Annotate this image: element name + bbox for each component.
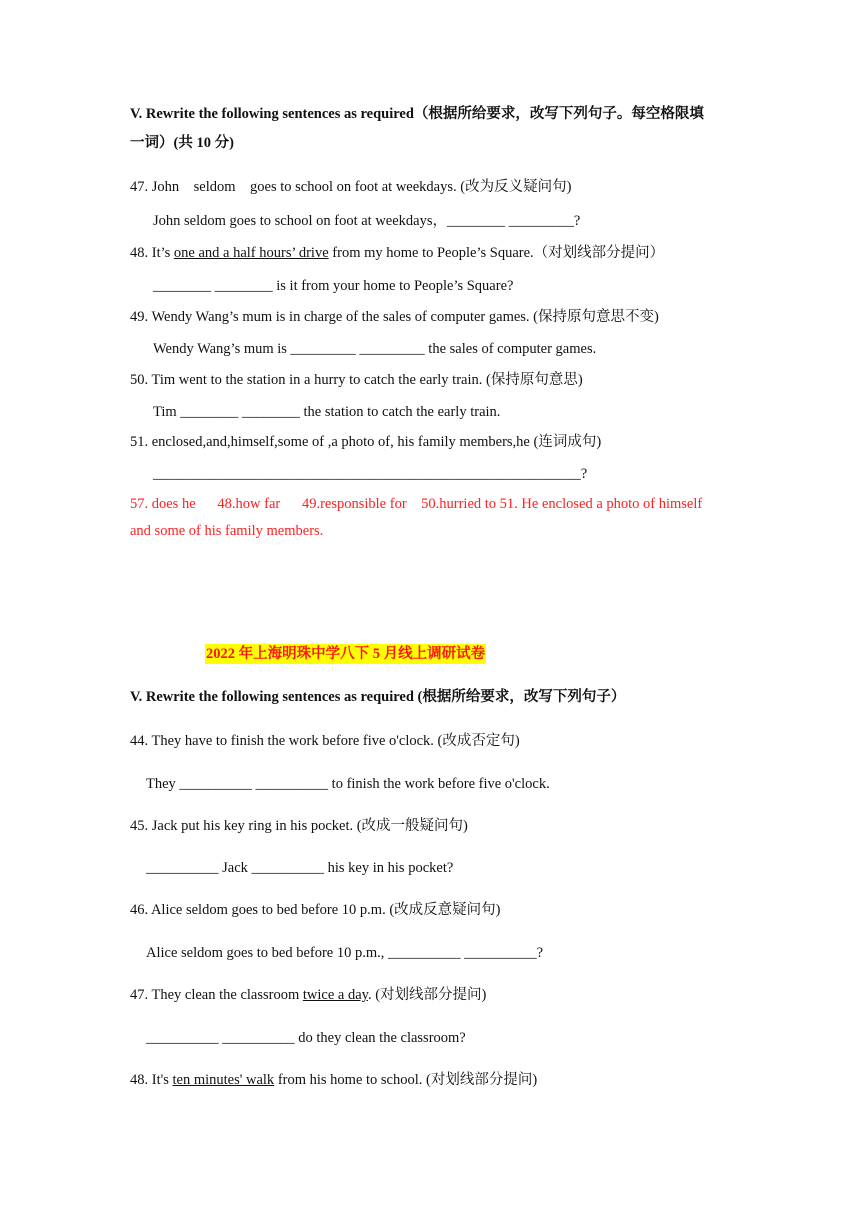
question-47b-prefix: 47. They clean the classroom [130,987,303,1003]
question-51-answer-line: ___________________________________________________________? [153,466,588,482]
question-48-suffix: from my home to People’s Square.（对划线部分提问） [328,245,665,261]
question-47b-underlined: twice a day [302,987,368,1003]
answers-line-1: 57. does he 48.how far 49.responsible for 50.hurried to 51. He enclosed a photo of himself [130,496,703,512]
question-51-prompt: 51. enclosed,and,himself,some of ,a photo of, his family members,he (连词成句) [130,434,602,450]
question-45-answer-line: __________ Jack __________ his key in his pocket? [146,860,454,876]
question-48b-suffix: from his home to school. (对划线部分提问) [274,1072,538,1088]
question-47-prompt: 47. John seldom goes to school on foot at weekdays. (改为反义疑问句) [130,179,572,195]
question-48-answer-line: ________ ________ is it from your home to People’s Square? [153,278,514,294]
question-48-underlined: one and a half hours’ drive [173,245,329,261]
question-47b-suffix: . (对划线部分提问) [367,987,487,1003]
section1-heading-line2: 一词）(共 10 分) [130,135,234,151]
question-50-prompt: 50. Tim went to the station in a hurry to catch the early train. (保持原句意思) [130,372,583,388]
question-47b-prompt [130,985,486,1005]
section1-heading-line1: V. Rewrite the following sentences as required（根据所给要求，改写下列句子。每空格限填 [130,106,704,122]
question-49-prompt: 49. Wendy Wang’s mum is in charge of the sales of computer games. (保持原句意思不变) [130,309,659,325]
question-49-answer-line: Wendy Wang’s mum is _________ _________ the sales of computer games. [153,341,597,357]
question-48b-prefix: 48. It's [130,1072,173,1088]
question-50-answer-line: Tim ________ ________ the station to catch the early train. [153,404,501,420]
question-46-prompt: 46. Alice seldom goes to bed before 10 p.m. (改成反意疑问句) [130,902,501,918]
section2-heading: V. Rewrite the following sentences as required (根据所给要求，改写下列句子） [130,689,626,705]
question-48-prefix: 48. It’s [130,245,174,261]
answers-line-2: and some of his family members. [130,523,324,539]
question-48b-underlined: ten minutes' walk [172,1072,275,1088]
question-47-answer-line: John seldom goes to school on foot at weekdays，________ _________? [153,213,581,229]
question-45-prompt: 45. Jack put his key ring in his pocket. (改成一般疑问句) [130,818,468,834]
question-44-answer-line: They __________ __________ to finish the work before five o'clock. [146,776,550,792]
question-48b-prompt [130,1070,537,1090]
question-46-answer-line: Alice seldom goes to bed before 10 p.m., __________ __________? [146,945,544,961]
question-47b-answer-line: __________ __________ do they clean the classroom? [146,1030,466,1046]
exam-title: 2022 年上海明珠中学八下 5 月线上调研试卷 [206,646,486,662]
question-44-prompt: 44. They have to finish the work before five o'clock. (改成否定句) [130,733,520,749]
question-48-prompt [130,243,664,263]
